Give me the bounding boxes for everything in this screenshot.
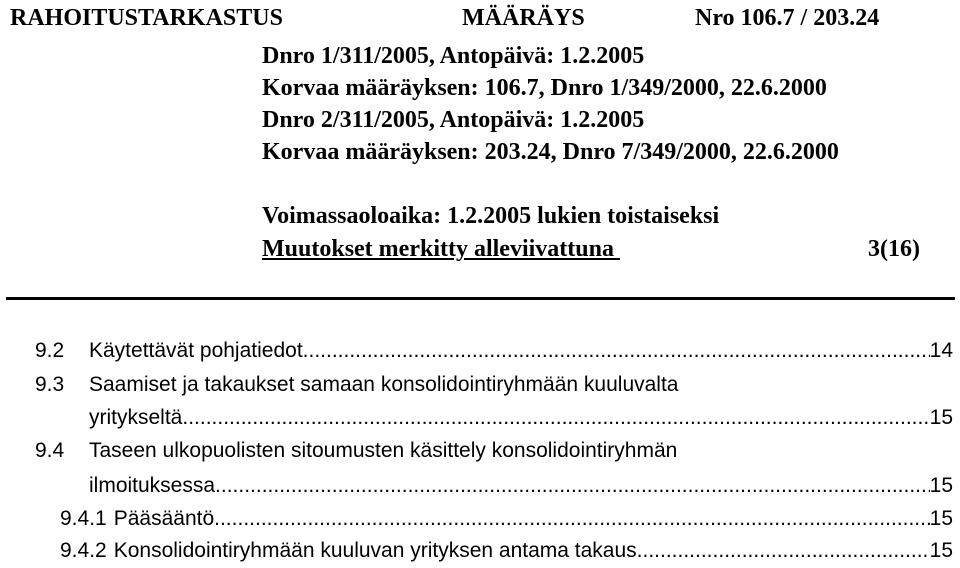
toc-entry-9-4-1[interactable] xyxy=(60,506,953,532)
toc-page: 14 xyxy=(929,339,953,362)
record-number-line-1: Dnro 1/311/2005, Antopäivä: 1.2.2005 xyxy=(262,43,645,69)
replaces-line-2: Korvaa määräyksen: 203.24, Dnro 7/349/2000, 22.6.2000 xyxy=(262,139,839,165)
toc-title: ilmoituksessa xyxy=(89,474,216,497)
header-divider xyxy=(6,297,955,300)
toc-page: 15 xyxy=(929,474,953,497)
toc-page: 15 xyxy=(929,406,953,429)
toc-leader-dots xyxy=(182,405,929,431)
toc-leader-dots xyxy=(214,506,930,532)
toc-title: Käytettävät pohjatiedot xyxy=(89,339,303,362)
toc-number: 9.4.2 xyxy=(60,539,107,562)
regulation-number: Nro 106.7 / 203.24 xyxy=(695,5,880,31)
toc-entry-9-4-2[interactable] xyxy=(60,538,953,564)
document-type: MÄÄRÄYS xyxy=(462,5,585,31)
toc-title: yritykseltä xyxy=(89,406,183,429)
toc-title: Pääsääntö xyxy=(113,507,215,530)
toc-leader-dots xyxy=(303,338,930,364)
record-number-line-2: Dnro 2/311/2005, Antopäivä: 1.2.2005 xyxy=(262,107,645,133)
toc-entry-9-2[interactable] xyxy=(89,338,953,364)
toc-number-9-2: 9.2 xyxy=(35,339,65,362)
toc-page: 15 xyxy=(929,539,953,562)
changes-note xyxy=(262,235,620,263)
toc-number-9-4: 9.4 xyxy=(35,439,65,462)
toc-leader-dots xyxy=(637,538,930,564)
toc-page: 15 xyxy=(929,507,953,530)
replaces-line-1: Korvaa määräyksen: 106.7, Dnro 1/349/2000, 22.6.2000 xyxy=(262,75,827,101)
changes-note-text: Muutokset merkitty alleviivattuna xyxy=(262,236,614,262)
toc-title-9-4-line-1[interactable]: Taseen ulkopuolisten sitoumusten käsittely konsolidointiryhmän xyxy=(89,439,678,462)
page-number: 3(16) xyxy=(868,236,920,262)
validity-period: Voimassaoloaika: 1.2.2005 lukien toistaiseksi xyxy=(262,203,720,229)
organization-name: RAHOITUSTARKASTUS xyxy=(10,5,283,31)
toc-number-9-3: 9.3 xyxy=(35,373,65,396)
toc-number: 9.4.1 xyxy=(60,507,107,530)
toc-entry-9-4[interactable] xyxy=(89,473,953,499)
toc-title-9-3-line-1[interactable]: Saamiset ja takaukset samaan konsolidointiryhmään kuuluvalta xyxy=(89,373,679,396)
toc-title: Konsolidointiryhmään kuuluvan yrityksen antama takaus xyxy=(113,539,637,562)
toc-leader-dots xyxy=(215,473,930,499)
toc-entry-9-3[interactable] xyxy=(89,405,953,431)
